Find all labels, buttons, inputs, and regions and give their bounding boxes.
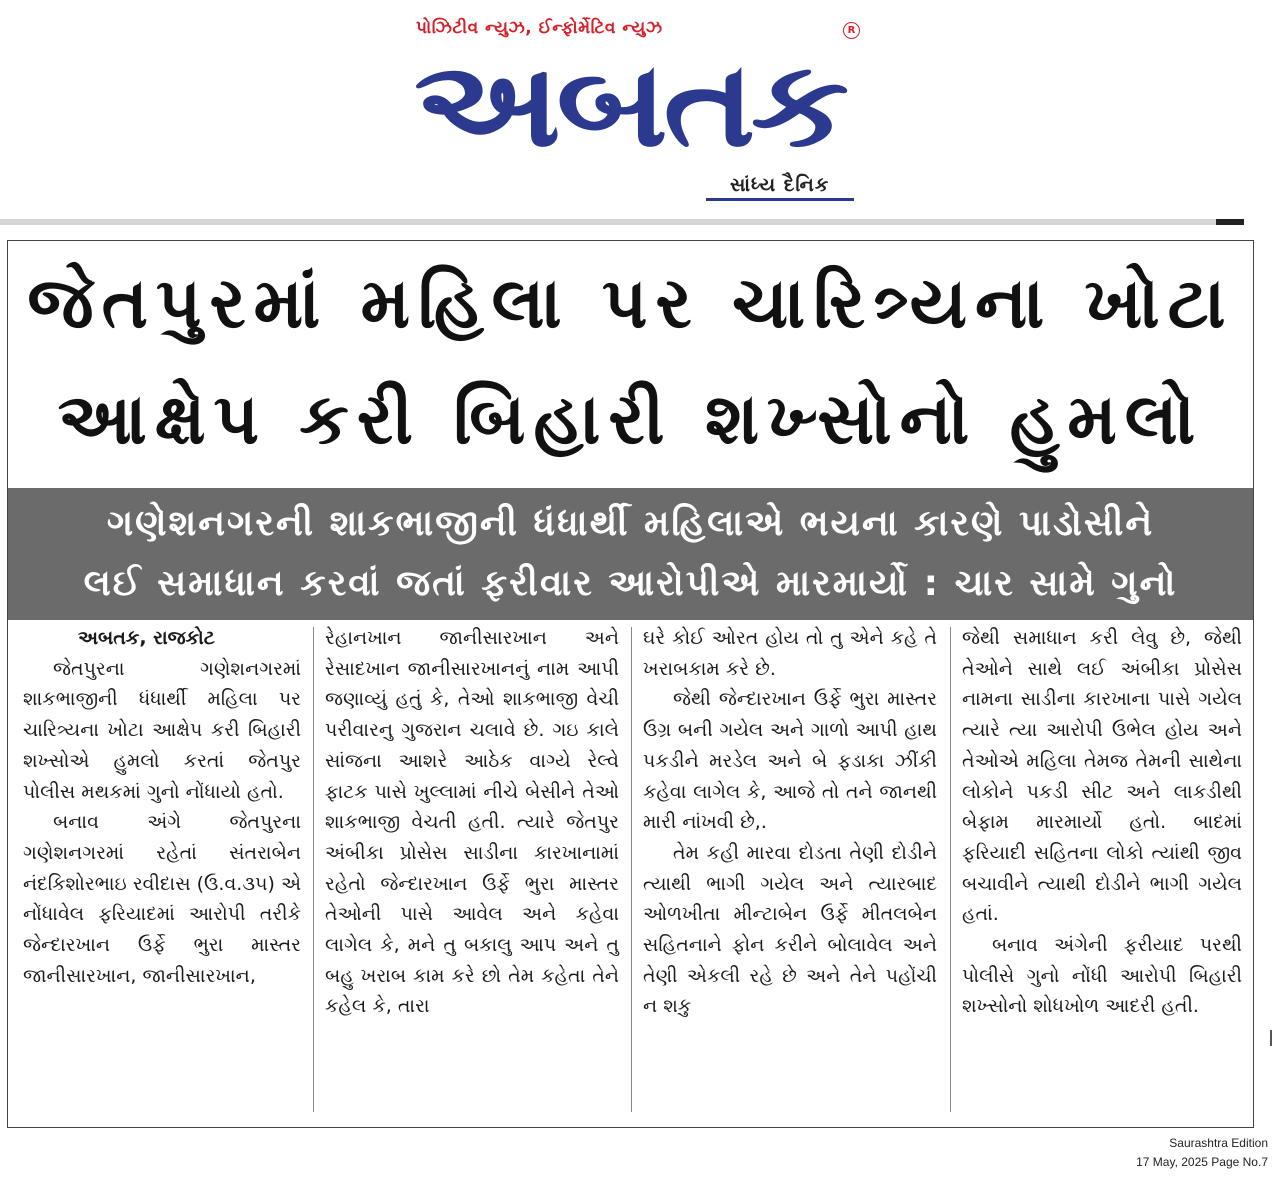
masthead-tagline: પોઝિટીવ ન્યુઝ, ઈન્ફોર્મેટિવ ન્યુઝ — [416, 18, 663, 38]
edition-label: Saurashtra Edition — [1169, 1136, 1268, 1150]
article-paragraph: જેથી જેન્દારખાન ઉર્ફે ભુરા માસ્તર ઉગ્ર બની ગયેલ અને ગાળો આપી હાથ પકડીને મરડેલ અને બે ફડાકા ઝીંકી કહેવા લાગેલ કે, આજે તો તને જાનથી મારી નાંખવી છે,. — [643, 688, 937, 834]
headline-line-1: જેતપુરમાં મહિલા પર ચારિત્ર્યના ખોટા — [27, 262, 1234, 344]
registered-mark-icon: R — [843, 22, 860, 39]
article-column-3 — [643, 623, 937, 1022]
article-paragraph: તેમ કહી મારવા દોડતા તેણી દોડીને ત્યાથી ભાગી ગયેલ અને ત્યારબાદ ઓળખીતા મીન્ટાબેન ઉર્ફે મીતલબેન સહિતનાને ફોન કરીને બોલાવેલ અને તેણી એકલી રહે છે અને તેને પહોંચી ન શકુ — [643, 841, 937, 1018]
article-column-1 — [23, 623, 301, 991]
subheadline-line-2: લઈ સમાધાન કરવાં જતાં ફરીવાર આરોપીએ મારમાર્યો : ચાર સામે ગુનો — [83, 563, 1178, 604]
logo-underline — [706, 198, 854, 201]
article-paragraph: જેથી સમાધાન કરી લેવુ છે, જેથી તેઓને સાથે લઈ અંબીકા પ્રોસેસ નામના સાડીના કારખાના પાસે ગયેલ ત્યારે ત્યા આરોપી ઉભેલ હોય અને તેઓએ મહિલા તેમજ તેમની સાથેના લોકોને પકડી સીટ અને લાકડીથી બેફામ મારમાર્યો હતો. બાદમાં ફરિયાદી સહિતના લોકો ત્યાંથી જીવ બચાવીને ત્યાથી દોડીને ભાગી ગયેલ હતાં. — [962, 627, 1242, 926]
subheadline — [8, 494, 1253, 614]
top-divider-accent — [1216, 219, 1244, 225]
subheadline-bar — [8, 488, 1253, 620]
headline-line-2: આક્ષેપ કરી બિહારી શખ્સોનો હુમલો — [57, 378, 1204, 460]
column-divider — [631, 627, 632, 1112]
column-divider — [313, 627, 314, 1112]
top-divider — [0, 219, 1244, 225]
newspaper-logo: અબતક — [414, 35, 845, 173]
article-paragraph: રેહાનખાન જાનીસારખાન અને રેસાદખાન જાનીસારખાનનું નામ આપી જણાવ્યું હતું કે, તેઓ શાકભાજી વેચી પરીવારનુ ગુજરાન ચલાવે છે. ગઇ કાલે સાંજના આશરે આઠેક વાગ્યે રેલ્વે ફાટક પાસે ખુલ્લામાં નીચે બેસીને તેઓ શાકભાજી વેચતી હતી. ત્યારે જેતપુર અંબીકા પ્રોસેસ સાડીના કારખાનામાં રહેતો જેન્દારખાન ઉર્ફે ભુરા માસ્તર તેઓની પાસે આવેલ અને કહેવા લાગેલ કે, મને તુ બકાલુ આપ અને તુ બહુ ખરાબ કામ કરે છો તેમ કહેતા તેને કહેલ કે, તારા — [325, 627, 619, 1018]
article-column-4 — [962, 623, 1242, 1022]
article-column-2 — [325, 623, 619, 1022]
column-divider — [950, 627, 951, 1112]
edition-word: સાંધ્ય દૈનિક — [730, 174, 830, 196]
article-paragraph: બનાવ અંગે જેતપુરના ગણેશનગરમાં રહેતાં સંતરાબેન નંદકિશોરભાઇ રવીદાસ (ઉ.વ.૩૫) એ નોંધાવેલ ફરિયાદમાં આરોપી તરીકે જેન્દારખાન ઉર્ફે ભુરા માસ્તર જાનીસારખાન, જાનીસારખાન, — [23, 811, 301, 987]
date-page-label: 17 May, 2025 Page No.7 — [1136, 1155, 1268, 1169]
page-edge-mark — [1270, 1030, 1272, 1046]
article-paragraph: બનાવ અંગેની ફરીયાદ પરથી પોલીસે ગુનો નોંધી આરોપી બિહારી શખ્સોનો શોધખોળ આદરી હતી. — [962, 934, 1242, 1018]
headline — [8, 245, 1253, 477]
subheadline-line-1: ગણેશનગરની શાકભાજીની ધંધાર્થી મહિલાએ ભયના કારણે પાડોસીને — [106, 503, 1155, 544]
dateline: અબતક, રાજકોટ — [78, 627, 215, 649]
article-paragraph: જેતપુરના ગણેશનગરમાં શાકભાજીની ધંધાર્થી મહિલા પર ચારિત્ર્યના ખોટા આક્ષેપ કરી બિહારી શખ્સોએ હુમલો કરતાં જેતપુર પોલીસ મથકમાં ગુનો નોંધાયો હતો. — [23, 657, 301, 803]
article-paragraph: ઘરે કોઈ ઓરત હોય તો તુ એને કહે તે ખરાબકામ કરે છે. — [643, 627, 937, 680]
masthead — [0, 0, 1277, 215]
news-article — [7, 240, 1254, 1128]
